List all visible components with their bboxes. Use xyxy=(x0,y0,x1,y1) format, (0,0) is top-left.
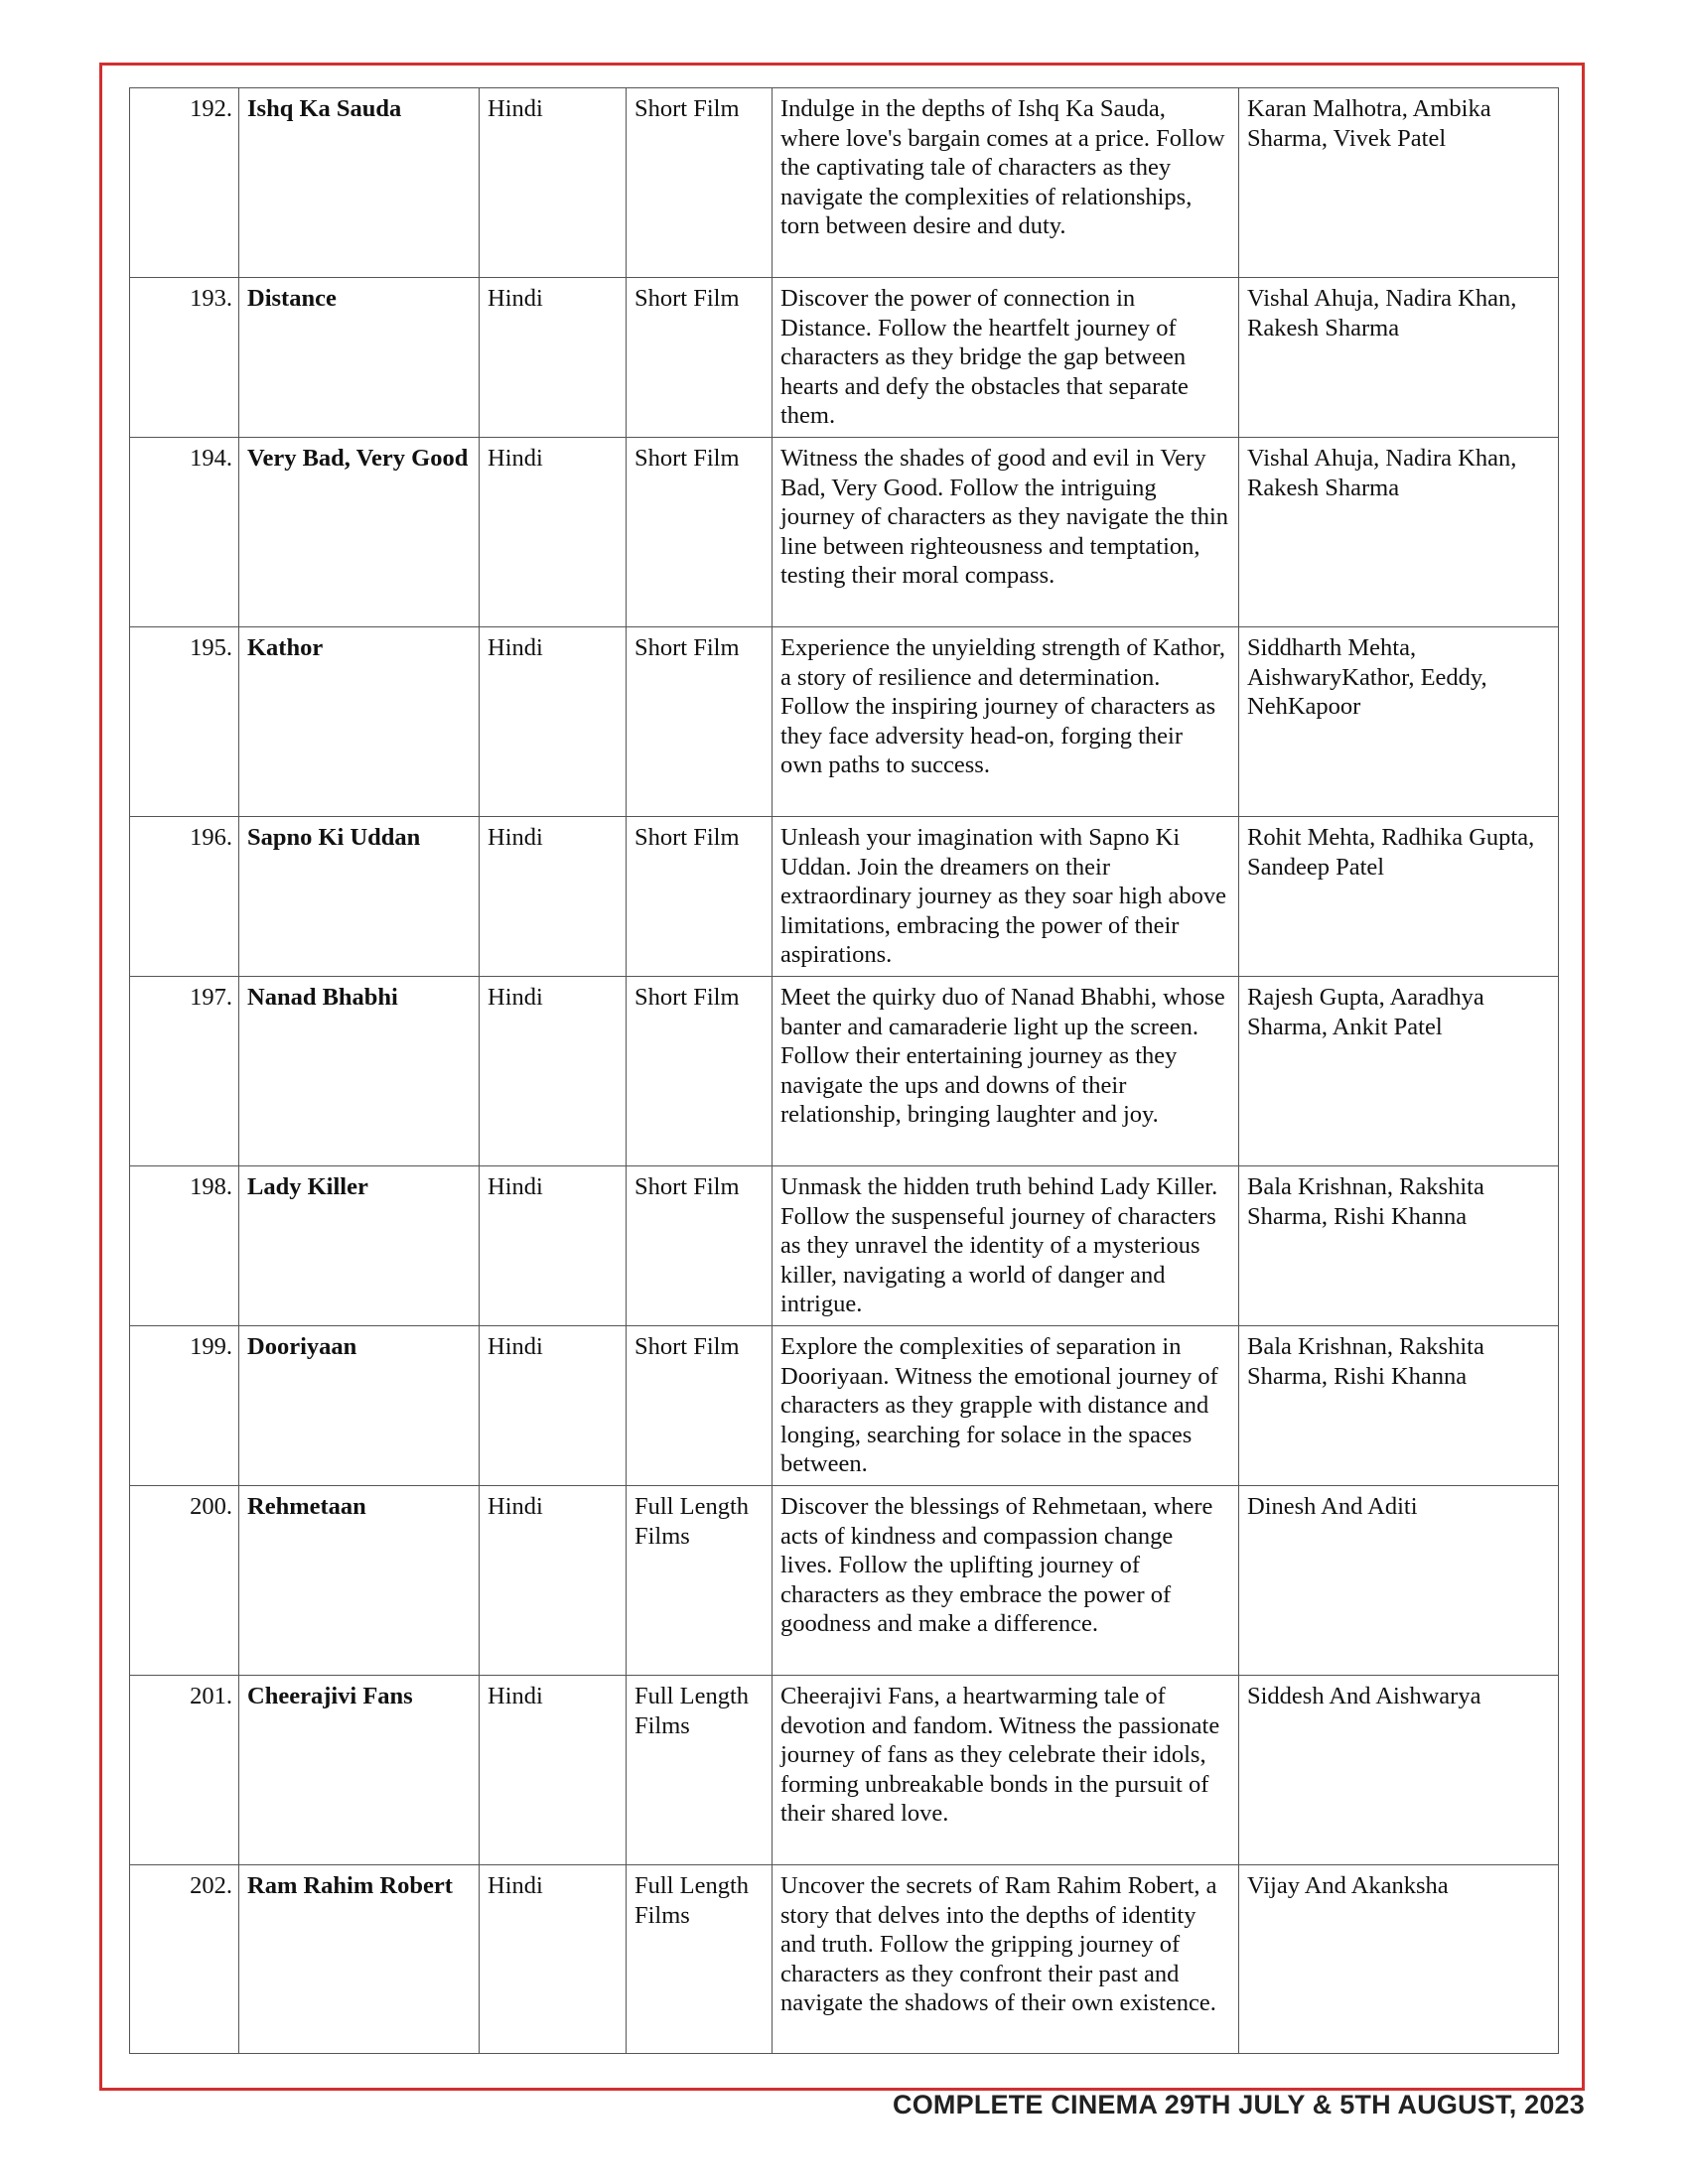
row-number: 201. xyxy=(130,1676,239,1865)
film-title: Very Bad, Very Good xyxy=(239,438,480,627)
film-format: Full Length Films xyxy=(627,1865,773,2054)
film-title: Cheerajivi Fans xyxy=(239,1676,480,1865)
film-cast: Siddharth Mehta, AishwaryKathor, Eeddy, NehKapoor xyxy=(1239,627,1559,817)
film-description: Unleash your imagination with Sapno Ki Uddan. Join the dreamers on their extraordinary journey as they soar high above limitations, embracing the power of their aspirations. xyxy=(773,817,1239,977)
film-description: Uncover the secrets of Ram Rahim Robert, a story that delves into the depths of identity and truth. Follow the gripping journey of characters as they confront their past and navigate the shadows of their own existence. xyxy=(773,1865,1239,2054)
film-title: Rehmetaan xyxy=(239,1486,480,1676)
film-cast: Siddesh And Aishwarya xyxy=(1239,1676,1559,1865)
page-footer: COMPLETE CINEMA 29TH JULY & 5TH AUGUST, 2023 xyxy=(893,2090,1585,2119)
film-description: Cheerajivi Fans, a heartwarming tale of devotion and fandom. Witness the passionate journey of fans as they celebrate their idols, forming unbreakable bonds in the pursuit of their shared love. xyxy=(773,1676,1239,1865)
film-description: Witness the shades of good and evil in Very Bad, Very Good. Follow the intriguing journey of characters as they navigate the thin line between righteousness and temptation, testing their moral compass. xyxy=(773,438,1239,627)
table-row xyxy=(130,1486,1559,1676)
film-cast: Vijay And Akanksha xyxy=(1239,1865,1559,2054)
film-cast: Bala Krishnan, Rakshita Sharma, Rishi Khanna xyxy=(1239,1326,1559,1486)
film-format: Full Length Films xyxy=(627,1676,773,1865)
film-title: Nanad Bhabhi xyxy=(239,977,480,1166)
film-title: Distance xyxy=(239,278,480,438)
film-format: Short Film xyxy=(627,977,773,1166)
film-language: Hindi xyxy=(480,1676,627,1865)
table-row xyxy=(130,1326,1559,1486)
table-row xyxy=(130,278,1559,438)
film-language: Hindi xyxy=(480,1326,627,1486)
film-title: Ishq Ka Sauda xyxy=(239,88,480,278)
row-number: 199. xyxy=(130,1326,239,1486)
row-number: 195. xyxy=(130,627,239,817)
film-title: Ram Rahim Robert xyxy=(239,1865,480,2054)
film-description: Unmask the hidden truth behind Lady Killer. Follow the suspenseful journey of characters as they unravel the identity of a mysterious killer, navigating a world of danger and intrigue. xyxy=(773,1166,1239,1326)
film-description: Explore the complexities of separation in Dooriyaan. Witness the emotional journey of characters as they grapple with distance and longing, searching for solace in the spaces between. xyxy=(773,1326,1239,1486)
film-language: Hindi xyxy=(480,1865,627,2054)
film-description: Experience the unyielding strength of Kathor, a story of resilience and determination. Follow the inspiring journey of characters as they face adversity head-on, forging their own paths to success. xyxy=(773,627,1239,817)
row-number: 192. xyxy=(130,88,239,278)
film-cast: Dinesh And Aditi xyxy=(1239,1486,1559,1676)
row-number: 197. xyxy=(130,977,239,1166)
film-format: Full Length Films xyxy=(627,1486,773,1676)
film-description: Indulge in the depths of Ishq Ka Sauda, where love's bargain comes at a price. Follow the captivating tale of characters as they navigate the complexities of relationships, torn between desire and duty. xyxy=(773,88,1239,278)
film-format: Short Film xyxy=(627,1326,773,1486)
row-number: 193. xyxy=(130,278,239,438)
film-description: Discover the blessings of Rehmetaan, where acts of kindness and compassion change lives. Follow the uplifting journey of characters as they embrace the power of goodness and make a difference. xyxy=(773,1486,1239,1676)
table-row xyxy=(130,817,1559,977)
row-number: 198. xyxy=(130,1166,239,1326)
film-format: Short Film xyxy=(627,438,773,627)
film-language: Hindi xyxy=(480,977,627,1166)
film-cast: Karan Malhotra, Ambika Sharma, Vivek Patel xyxy=(1239,88,1559,278)
film-format: Short Film xyxy=(627,278,773,438)
row-number: 200. xyxy=(130,1486,239,1676)
film-description: Meet the quirky duo of Nanad Bhabhi, whose banter and camaraderie light up the screen. Follow their entertaining journey as they navigate the ups and downs of their relationship, bringing laughter and joy. xyxy=(773,977,1239,1166)
table-row xyxy=(130,438,1559,627)
film-language: Hindi xyxy=(480,817,627,977)
film-listing-table xyxy=(129,87,1559,2054)
film-cast: Rajesh Gupta, Aaradhya Sharma, Ankit Patel xyxy=(1239,977,1559,1166)
film-title: Sapno Ki Uddan xyxy=(239,817,480,977)
table-row xyxy=(130,627,1559,817)
table-row xyxy=(130,1166,1559,1326)
row-number: 194. xyxy=(130,438,239,627)
film-format: Short Film xyxy=(627,1166,773,1326)
film-language: Hindi xyxy=(480,438,627,627)
row-number: 202. xyxy=(130,1865,239,2054)
film-language: Hindi xyxy=(480,627,627,817)
film-format: Short Film xyxy=(627,817,773,977)
film-cast: Rohit Mehta, Radhika Gupta, Sandeep Patel xyxy=(1239,817,1559,977)
film-language: Hindi xyxy=(480,278,627,438)
film-cast: Vishal Ahuja, Nadira Khan, Rakesh Sharma xyxy=(1239,438,1559,627)
row-number: 196. xyxy=(130,817,239,977)
table-row xyxy=(130,977,1559,1166)
film-language: Hindi xyxy=(480,1486,627,1676)
film-format: Short Film xyxy=(627,627,773,817)
film-format: Short Film xyxy=(627,88,773,278)
film-cast: Bala Krishnan, Rakshita Sharma, Rishi Khanna xyxy=(1239,1166,1559,1326)
film-language: Hindi xyxy=(480,88,627,278)
film-language: Hindi xyxy=(480,1166,627,1326)
film-title: Lady Killer xyxy=(239,1166,480,1326)
table-row xyxy=(130,88,1559,278)
film-cast: Vishal Ahuja, Nadira Khan, Rakesh Sharma xyxy=(1239,278,1559,438)
table-row xyxy=(130,1676,1559,1865)
film-description: Discover the power of connection in Distance. Follow the heartfelt journey of characters as they bridge the gap between hearts and defy the obstacles that separate them. xyxy=(773,278,1239,438)
film-title: Dooriyaan xyxy=(239,1326,480,1486)
table-row xyxy=(130,1865,1559,2054)
film-title: Kathor xyxy=(239,627,480,817)
